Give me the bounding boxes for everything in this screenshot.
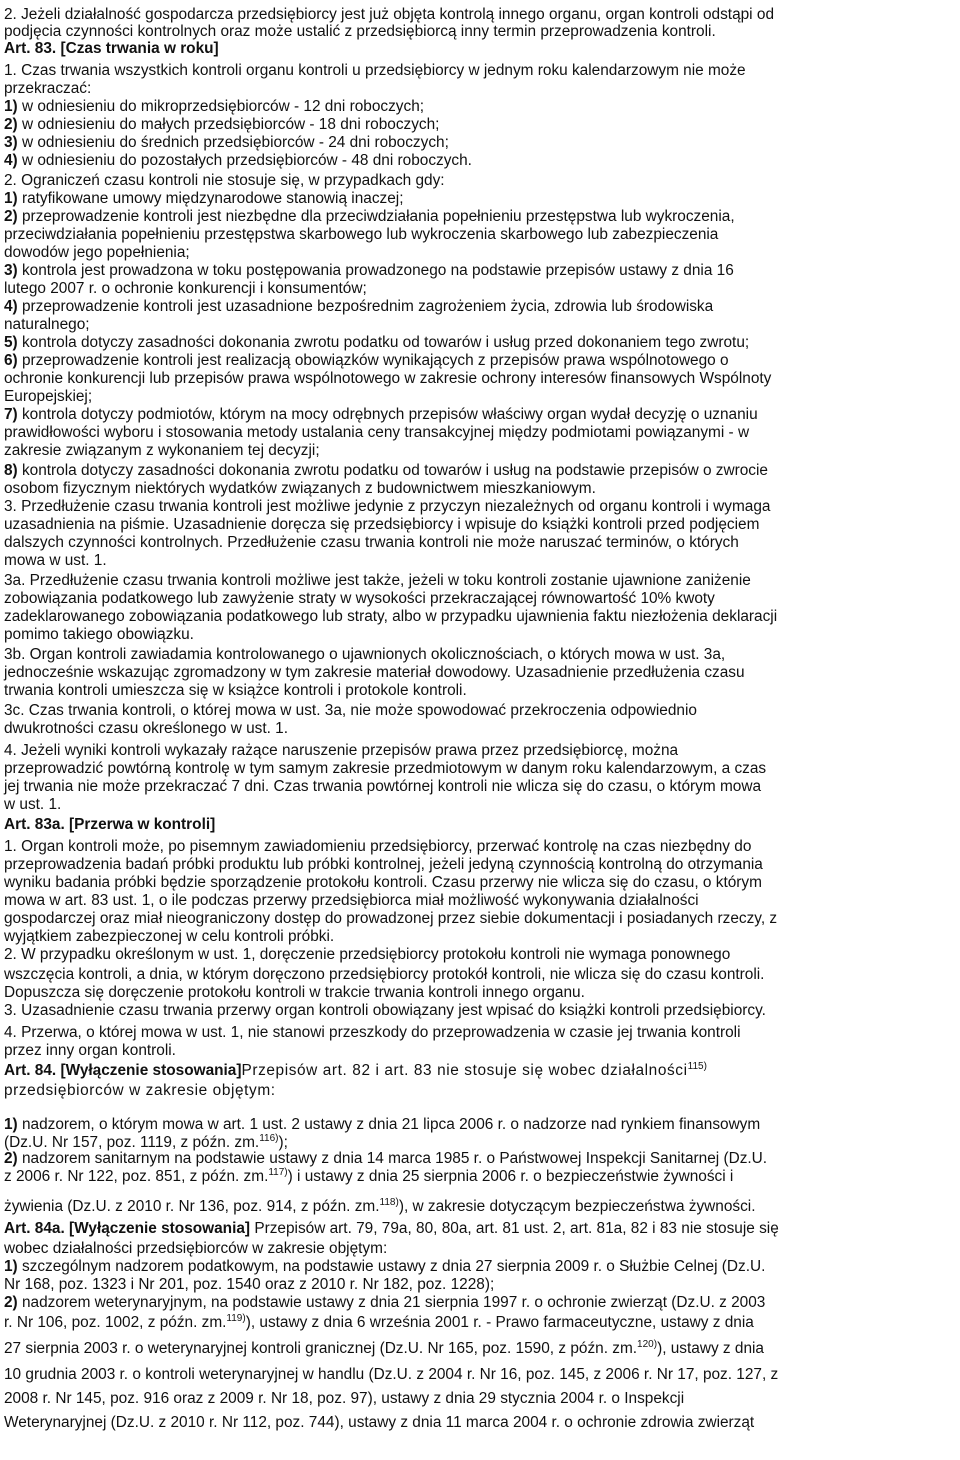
list-number: 5) [4,334,18,351]
list-number: 1) [4,1116,18,1133]
text-line [4,1134,288,1152]
line-text: wszczęcia kontroli, a dnia, w którym doręczono przedsiębiorcy protokół kontroli, nie wlicza się do czasu kontroli. [4,966,765,983]
line-text: Weterynaryjnej (Dz.U. z 2010 r. Nr 112, poz. 744), ustawy z dnia 11 marca 2004 r. o ochronie zdrowia zwierząt [4,1414,755,1431]
text-line [4,1414,754,1432]
text-line [4,172,445,190]
text-line [4,984,585,1002]
text-line [4,892,699,910]
line-text: w odniesieniu do małych przedsiębiorców - 18 dni roboczych; [17,116,440,133]
text-line [4,1258,765,1276]
footnote-ref: 118) [379,1196,399,1208]
text-line [4,646,725,664]
text-line [4,1390,684,1408]
line-text: jej trwania nie może przekraczać 7 dni. Czas trwania powtórnej kontroli nie wlicza się do czasu, o którym mowa [4,778,762,795]
line-text: ochronie konkurencji lub przepisów prawa wspólnotowego w zakresie ochrony interesów finansowych Wspólnoty [4,370,772,387]
line-text: wyniku badania próbki będzie sporządzenie protokołu kontroli. Czasu przerwy nie wlicza się do czasu, o którym [4,874,762,891]
text-line [4,572,751,590]
text-line [4,1340,764,1358]
line-text: uzasadnienia na piśmie. Uzasadnienie doręcza się przedsiębiorcy i wpisuje do książki kontroli przed podjęciem [4,516,760,533]
text-line [4,244,190,262]
line-text: szczególnym nadzorem podatkowym, na podstawie ustawy z dnia 27 sierpnia 2009 r. o Służbie Celnej (Dz.U. [17,1258,766,1275]
line-text: 4. Przerwa, o której mowa w ust. 1, nie stanowi przeszkody do przeprowadzenia w czasie jej trwania kontroli [4,1024,741,1041]
line-text: prawidłowości wyboru i stosowania metody ustalania ceny transakcyjnej między podmiotami powiązanymi - w [4,424,750,441]
list-number: 2) [4,1294,18,1311]
article-heading: Art. 83a. [Przerwa w kontroli] [4,816,216,833]
text-line [4,838,751,856]
text-line [4,928,334,946]
line-text: przeprowadzenie kontroli jest uzasadnione bezpośrednim zagrożeniem życia, zdrowia lub środowiska [17,298,714,315]
line-text: przeprowadzenia badań próbki produktu lub próbki kontrolnej, jeżeli jedyną czynnością kontrolną do otrzymania [4,856,763,873]
list-number: 2) [4,116,18,133]
text-line [4,1002,766,1020]
text-line [4,1276,494,1294]
line-text: 27 sierpnia 2003 r. o weterynaryjnej kontroli granicznej (Dz.U. Nr 165, poz. 1590, z późn. zm. [4,1340,638,1357]
line-text: 3. Uzasadnienie czasu trwania przerwy organ kontroli obowiązany jest wpisać do książki kontroli przedsiębiorcy. [4,1002,766,1019]
text-line [4,856,763,874]
line-text: 2008 r. Nr 145, poz. 916 oraz z 2009 r. Nr 18, poz. 97), ustawy z dnia 29 stycznia 2004 r. o Inspekcji [4,1390,685,1407]
text-line [4,298,713,316]
line-text: z 2006 r. Nr 122, poz. 851, z późn. zm. [4,1168,269,1185]
line-text: przedsiębiorców w zakresie objętym: [4,1082,276,1099]
line-text: w odniesieniu do mikroprzedsiębiorców - 12 dni roboczych; [17,98,425,115]
text-line [4,334,749,352]
line-text-tail: ) i ustawy z dnia 25 sierpnia 2006 r. o bezpieczeństwie żywności i [287,1168,734,1185]
text-line [4,966,764,984]
line-text: podjęcia czynności kontrolnych oraz może ustalić z przedsiębiorcą inny termin przeprowadzenia kontroli. [4,23,716,40]
line-text: żywienia (Dz.U. z 2010 r. Nr 136, poz. 914, z późn. zm. [4,1198,380,1215]
text-line [4,190,404,208]
line-text-tail: ); [278,1134,288,1151]
line-text: jednocześnie wskazując zgromadzony w tym zakresie materiał dowodowy. Uzasadnienie przedłużenia czasu [4,664,745,681]
text-line [4,388,92,406]
text-line [4,1198,756,1216]
line-text-tail: ), ustawy z dnia [657,1340,764,1357]
line-text: 2. Jeżeli działalność gospodarcza przedsiębiorcy jest już objęta kontrolą innego organu, organ kontroli odstąpi od [4,6,774,23]
text-line [4,1082,276,1100]
text-line [4,98,424,116]
line-text: dowodów jego popełnienia; [4,244,190,261]
line-text: przeprowadzić powtórną kontrolę w tym samym zakresie przedmiotowym w danym roku kalendarzowym, a czas [4,760,767,777]
article-heading: Art. 83. [Czas trwania w roku] [4,40,219,57]
text-line [4,1240,387,1258]
line-text: mowa w art. 83 ust. 1, o ile podczas przerwy przedsiębiorca miał możliwość wykonywania działalności [4,892,699,909]
line-text: w odniesieniu do pozostałych przedsiębiorców - 48 dni roboczych. [17,152,472,169]
text-line [4,370,771,388]
line-text: osobom fizycznym niektórych wydatków związanych z budownictwem mieszkaniowym. [4,480,596,497]
text-line [4,534,739,552]
line-text: wobec działalności przedsiębiorców w zakresie objętym: [4,1240,388,1257]
list-number: 1) [4,98,18,115]
text-line [4,608,777,626]
line-text: przeciwdziałania popełnieniu przestępstwa skarbowego lub wykroczenia skarbowego lub zabezpieczenia [4,226,719,243]
line-text: 4. Jeżeli wyniki kontroli wykazały rażące naruszenie przepisów prawa przez przedsiębiorcę, można [4,742,679,759]
line-text: nadzorem, o którym mowa w art. 1 ust. 2 ustawy z dnia 21 lipca 2006 r. o nadzorze nad rynkiem finansowym [17,1116,761,1133]
list-number: 2) [4,1150,18,1167]
line-text: w odniesieniu do średnich przedsiębiorców - 24 dni roboczych; [17,134,449,151]
text-line [4,1294,765,1312]
line-text: Dopuszcza się doręczenie protokołu kontroli w trakcie trwania kontroli innego organu. [4,984,585,1001]
text-line [4,590,715,608]
line-text: Przepisów art. 82 i art. 83 nie stosuje się wobec działalności [241,1062,688,1079]
text-line [4,62,746,80]
line-text: kontrola dotyczy podmiotów, którym na mocy odrębnych przepisów właściwy organ wydał decyzję o uznaniu [17,406,758,423]
list-number: 6) [4,352,18,369]
text-line [4,226,718,244]
line-text: przeprowadzenie kontroli jest realizacją obowiązków wynikających z przepisów prawa wspólnotowego o [17,352,729,369]
text-line [4,816,215,834]
text-line [4,1150,767,1168]
line-text: wyjątkiem zabezpieczonej w celu kontroli próbki. [4,928,335,945]
line-text: (Dz.U. Nr 157, poz. 1119, z późn. zm. [4,1134,260,1151]
article-heading: Art. 84. [Wyłączenie stosowania] [4,1062,242,1079]
text-line [4,778,761,796]
line-text: gospodarczej oraz miał nieograniczony dostęp do prowadzonej przez siebie dokumentacji i posiadanych rzeczy, z [4,910,778,927]
line-text: 2. W przypadku określonym w ust. 1, doręczenie przedsiębiorcy protokołu kontroli nie wymaga ponownego [4,946,731,963]
line-text: w ust. 1. [4,796,62,813]
line-text: kontrola jest prowadzona w toku postępowania prowadzonego na podstawie przepisów ustawy z dnia 16 [17,262,734,279]
text-line [4,1220,779,1238]
line-text: 10 grudnia 2003 r. o kontroli weterynaryjnej w handlu (Dz.U. z 2004 r. Nr 16, poz. 145, z 2006 r. Nr 17, poz. 127, z [4,1366,779,1383]
text-line [4,6,774,24]
text-line [4,134,449,152]
line-text: nadzorem weterynaryjnym, na podstawie ustawy z dnia 21 sierpnia 1997 r. o ochronie zwierząt (Dz.U. z 2003 [17,1294,766,1311]
text-line [4,352,729,370]
text-line [4,442,320,460]
line-text: Przepisów art. 79, 79a, 80, 80a, art. 81 ust. 2, art. 81a, 82 i 83 nie stosuje się [250,1220,779,1237]
footnote-ref: 117) [268,1166,288,1178]
text-line [4,796,61,814]
line-text: zobowiązania podatkowego lub zawyżenie straty w wysokości przekraczającej równowartość 10% kwoty [4,590,715,607]
footnote-ref: 120) [637,1338,658,1350]
text-line [4,80,91,98]
line-text: pomimo takiego obowiązku. [4,626,194,643]
list-number: 3) [4,262,18,279]
text-line [4,406,758,424]
text-line [4,682,467,700]
line-text: przekraczać: [4,80,92,97]
text-line [4,116,439,134]
text-line [4,462,768,480]
list-number: 4) [4,298,18,315]
line-text: lutego 2007 r. o ochronie konkurencji i konsumentów; [4,280,367,297]
text-line [4,874,762,892]
text-line [4,1314,754,1332]
list-number: 4) [4,152,18,169]
line-text: kontrola dotyczy zasadności dokonania zwrotu podatku od towarów i usług na podstawie przepisów o zwrocie [17,462,768,479]
footnote-ref: 116) [259,1132,279,1144]
line-text: dwukrotności czasu określonego w ust. 1. [4,720,289,737]
text-line [4,40,219,58]
line-text: kontrola dotyczy zasadności dokonania zwrotu podatku od towarów i usług przed dokonaniem tego zwrotu; [17,334,750,351]
line-text: 3. Przedłużenie czasu trwania kontroli jest możliwe jedynie z przyczyn niezależnych od organu kontroli i wymaga [4,498,771,515]
line-text: 1. Czas trwania wszystkich kontroli organu kontroli u przedsiębiorcy w jednym roku kalendarzowym nie może [4,62,746,79]
text-line [4,1042,176,1060]
line-text: trwania kontroli umieszcza się w książce kontroli i protokole kontroli. [4,682,467,699]
text-line [4,760,766,778]
text-line [4,1024,741,1042]
line-text: 2. Ograniczeń czasu kontroli nie stosuje się, w przypadkach gdy: [4,172,445,189]
line-text: naturalnego; [4,316,90,333]
text-line [4,626,194,644]
text-line [4,552,107,570]
text-line [4,498,770,516]
text-line [4,262,734,280]
text-line [4,1116,760,1134]
text-line [4,742,678,760]
text-line [4,946,730,964]
text-line [4,23,716,41]
list-number: 1) [4,1258,18,1275]
text-line [4,424,749,442]
text-line [4,280,367,298]
line-text: Nr 168, poz. 1323 i Nr 201, poz. 1540 oraz z 2010 r. Nr 182, poz. 1228); [4,1276,495,1293]
text-line [4,1168,733,1186]
line-text: nadzorem sanitarnym na podstawie ustawy z dnia 14 marca 1985 r. o Państwowej Inspekcji Sanitarnej (Dz.U. [17,1150,768,1167]
text-line [4,316,90,334]
line-text: Europejskiej; [4,388,93,405]
footnote-ref: 115) [687,1060,707,1072]
text-line [4,910,777,928]
line-text: ratyfikowane umowy międzynarodowe stanowią inaczej; [17,190,404,207]
text-line [4,480,596,498]
text-line [4,152,472,170]
text-line [4,720,288,738]
list-number: 2) [4,208,18,225]
line-text: mowa w ust. 1. [4,552,107,569]
line-text: 1. Organ kontroli może, po pisemnym zawiadomieniu przedsiębiorcy, przerwać kontrolę na czas niezbędny do [4,838,752,855]
text-line [4,1366,778,1384]
text-line [4,1062,707,1080]
text-line [4,516,759,534]
line-text: 3b. Organ kontroli zawiadamia kontrolowanego o ujawnionych okolicznościach, o których mowa w ust. 3a, [4,646,726,663]
text-line [4,208,735,226]
text-line [4,702,697,720]
list-number: 7) [4,406,18,423]
article-heading: Art. 84a. [Wyłączenie stosowania] [4,1220,251,1237]
line-text-tail: ), w zakresie dotyczącym bezpieczeństwa żywności. [398,1198,756,1215]
list-number: 1) [4,190,18,207]
line-text-tail: ), ustawy z dnia 6 września 2001 r. - Prawo farmaceutyczne, ustawy z dnia [245,1314,754,1331]
line-text: zakresie związanym z wykonaniem tej decyzji; [4,442,320,459]
line-text: przez inny organ kontroli. [4,1042,176,1059]
list-number: 8) [4,462,18,479]
line-text: 3a. Przedłużenie czasu trwania kontroli możliwe jest także, jeżeli w toku kontroli zostanie ujawnione zaniżenie [4,572,751,589]
footnote-ref: 119) [226,1312,246,1324]
text-line [4,664,745,682]
line-text: zadeklarowanego zobowiązania podatkowego lub straty, albo w przypadku ujawnienia faktu niezłożenia deklaracji [4,608,778,625]
line-text: dalszych czynności kontrolnych. Przedłużenie czasu trwania kontroli nie może naruszać terminów, o których [4,534,739,551]
list-number: 3) [4,134,18,151]
line-text: przeprowadzenie kontroli jest niezbędne dla przeciwdziałania popełnieniu przestępstwa lub wykroczenia, [17,208,735,225]
line-text: r. Nr 106, poz. 1002, z późn. zm. [4,1314,227,1331]
line-text: 3c. Czas trwania kontroli, o której mowa w ust. 3a, nie może spowodować przekroczenia odpowiednio [4,702,697,719]
